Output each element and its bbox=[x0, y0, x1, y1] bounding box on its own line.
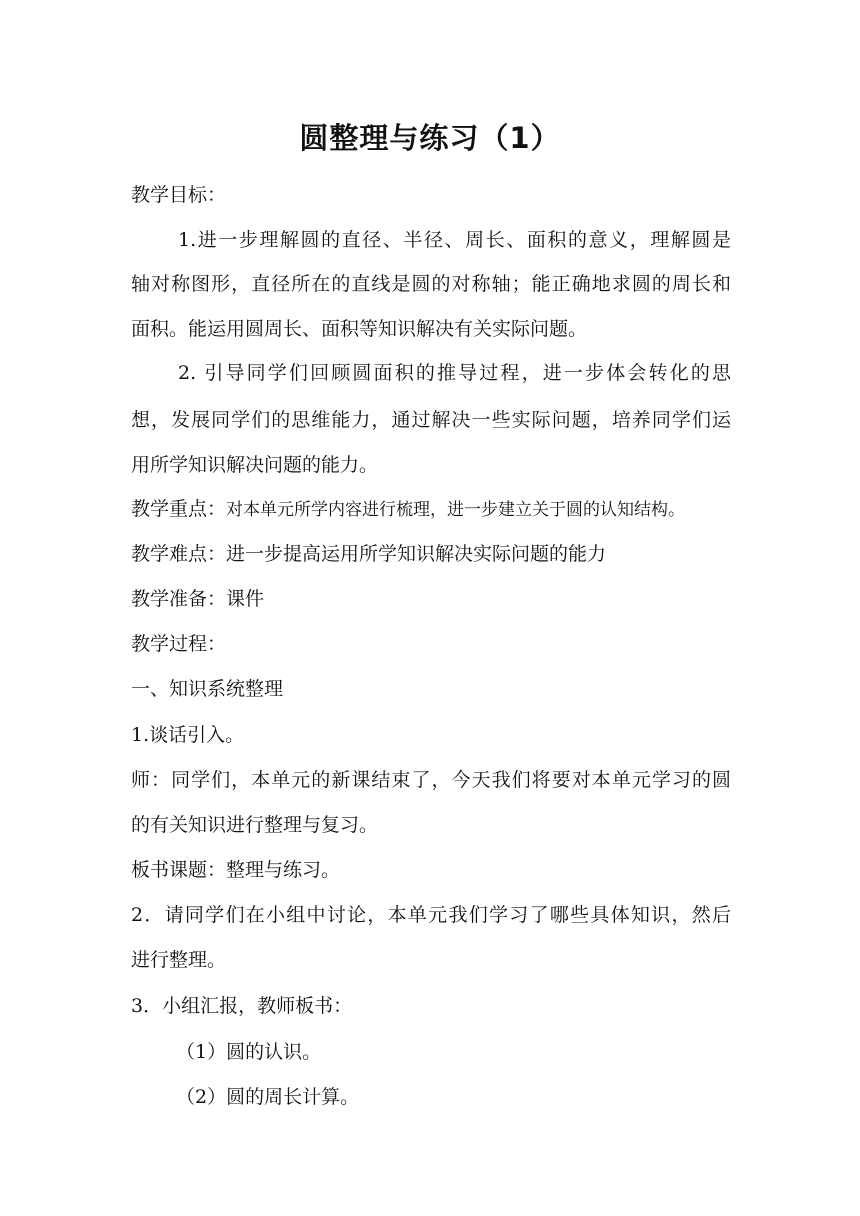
step-1: 1.谈话引入。 bbox=[131, 724, 245, 746]
teacher-speech-line-2: 的有关知识进行整理与复习。 bbox=[131, 814, 379, 836]
page-title: 圆整理与练习（1） bbox=[299, 121, 561, 155]
preparation: 教学准备：课件 bbox=[131, 588, 265, 610]
sub-item-2: （2）圆的周长计算。 bbox=[176, 1086, 360, 1108]
board-title: 板书课题：整理与练习。 bbox=[131, 859, 341, 881]
section-heading: 一、知识系统整理 bbox=[131, 678, 284, 700]
step-2-line-1: 2．请同学们在小组中讨论，本单元我们学习了哪些具体知识，然后 bbox=[131, 904, 731, 926]
difficulty: 教学难点：进一步提高运用所学知识解决实际问题的能力 bbox=[131, 543, 607, 565]
objective-2-line-1: 2. 引导同学们回顾圆面积的推导过程，进一步体会转化的思 bbox=[178, 362, 731, 384]
process-label: 教学过程： bbox=[131, 633, 227, 655]
teacher-speech-line-1: 师：同学们，本单元的新课结束了，今天我们将要对本单元学习的圆 bbox=[131, 769, 731, 791]
step-2-line-2: 进行整理。 bbox=[131, 949, 227, 971]
objectives-label: 教学目标： bbox=[131, 184, 227, 206]
key-point bbox=[131, 494, 731, 525]
objective-1-line-1: 1.进一步理解圆的直径、半径、周长、面积的意义，理解圆是 bbox=[178, 229, 731, 251]
objective-1-line-3: 面积。能运用圆周长、面积等知识解决有关实际问题。 bbox=[131, 318, 588, 340]
key-point-text: 对本单元所学内容进行梳理，进一步建立关于圆的认知结构。 bbox=[226, 500, 686, 520]
step-3: 3．小组汇报，教师板书： bbox=[131, 995, 353, 1017]
objective-2-line-3: 用所学知识解决问题的能力。 bbox=[131, 454, 379, 476]
objective-2-line-2: 想，发展同学们的思维能力，通过解决一些实际问题，培养同学们运 bbox=[131, 409, 731, 431]
objective-1-line-2: 轴对称图形，直径所在的直线是圆的对称轴；能正确地求圆的周长和 bbox=[131, 273, 731, 295]
sub-item-1: （1）圆的认识。 bbox=[176, 1041, 322, 1063]
key-point-label: 教学重点： bbox=[131, 498, 227, 520]
